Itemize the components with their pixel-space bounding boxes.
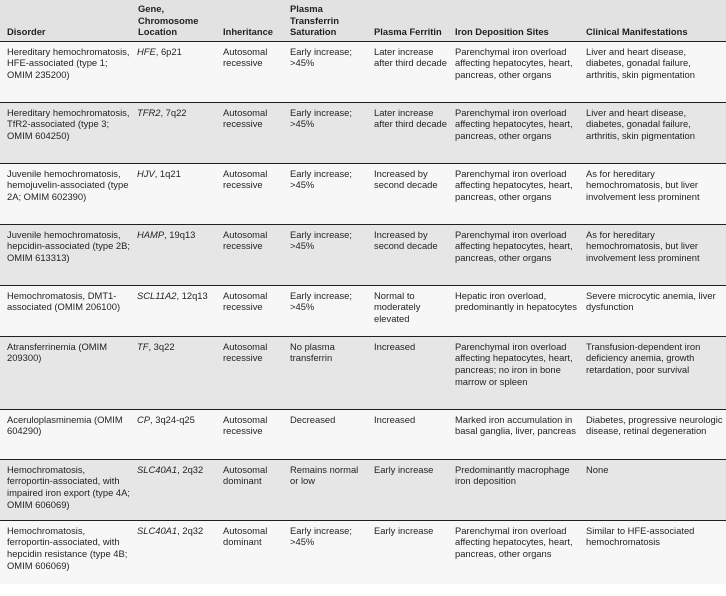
- cell-gene: [131, 224, 216, 285]
- cell-ferritin: Increased by second decade: [374, 228, 438, 252]
- header-row: [0, 0, 726, 41]
- header-gene: Gene, Chromosome Location: [138, 3, 199, 38]
- cell-deposition: Parenchymal iron overload affecting hepatocytes, heart, pancreas, other organs: [455, 106, 573, 141]
- table-row: [0, 41, 726, 102]
- gene-location: , 3q22: [148, 340, 175, 352]
- cell-transferrin: Decreased: [290, 413, 336, 425]
- cell-inheritance: Autosomal recessive: [223, 45, 268, 69]
- table-row: [0, 163, 726, 224]
- cell-gene: [131, 336, 216, 409]
- header-ferritin: Plasma Ferritin: [374, 26, 442, 38]
- cell-gene: [131, 459, 216, 520]
- gene-symbol: SLC40A1: [137, 524, 178, 536]
- gene-symbol: SCL11A2: [137, 289, 177, 301]
- gene-location: , 19q13: [164, 228, 196, 240]
- cell-disorder: Atransferrinemia (OMIM 209300): [7, 340, 108, 364]
- cell-inheritance: Autosomal recessive: [223, 167, 268, 191]
- cell-clinical: As for hereditary hemochromatosis, but liver involvement less prominent: [586, 167, 700, 202]
- cell-disorder: Juvenile hemochromatosis, hepcidin-associated (type 2B; OMIM 613313): [7, 228, 130, 263]
- cell-inheritance: Autosomal dominant: [223, 524, 268, 548]
- gene-location: , 6p21: [155, 45, 182, 57]
- cell-gene: [131, 409, 216, 459]
- gene-location: , 1q21: [154, 167, 181, 179]
- cell-ferritin: Increased: [374, 413, 416, 425]
- cell-transferrin: Early increase; >45%: [290, 289, 353, 313]
- cell-transferrin: Early increase; >45%: [290, 45, 353, 69]
- header-transferrin: Plasma Transferrin Saturation: [290, 3, 339, 38]
- cell-gene: [131, 102, 216, 163]
- gene-symbol: HJV: [137, 167, 155, 179]
- gene-location: , 12q13: [176, 289, 208, 301]
- cell-deposition: Parenchymal iron overload affecting hepatocytes, heart, pancreas, other organs: [455, 524, 573, 559]
- cell-disorder: Juvenile hemochromatosis, hemojuvelin-associated (type 2A; OMIM 602390): [7, 167, 129, 202]
- cell-disorder: Aceruloplasminemia (OMIM 604290): [7, 413, 123, 437]
- gene-location: , 7q22: [160, 106, 187, 118]
- cell-disorder: Hemochromatosis, ferroportin-associated, with impaired iron export (type 4A; OMIM 606069): [7, 463, 130, 510]
- cell-gene: [131, 520, 216, 584]
- cell-deposition: Marked iron accumulation in basal ganglia, liver, pancreas: [455, 413, 576, 437]
- cell-ferritin: Later increase after third decade: [374, 45, 447, 69]
- cell-clinical: Similar to HFE-associated hemochromatosis: [586, 524, 695, 548]
- header-clinical: Clinical Manifestations: [586, 26, 688, 38]
- gene-symbol: HAMP: [137, 228, 165, 240]
- cell-transferrin: Early increase; >45%: [290, 524, 353, 548]
- cell-clinical: Transfusion-dependent iron deficiency anemia, growth retardation, poor survival: [586, 340, 701, 375]
- gene-symbol: SLC40A1: [137, 463, 178, 475]
- cell-inheritance: Autosomal recessive: [223, 413, 268, 437]
- cell-transferrin: Remains normal or low: [290, 463, 359, 487]
- table-row: [0, 459, 726, 520]
- cell-inheritance: Autosomal recessive: [223, 340, 268, 364]
- table-row: [0, 336, 726, 409]
- cell-disorder: Hemochromatosis, ferroportin-associated, with hepcidin resistance (type 4B; OMIM 606069): [7, 524, 128, 571]
- cell-clinical: Liver and heart disease, diabetes, gonadal failure, arthritis, skin pigmentation: [586, 106, 695, 141]
- table-row: [0, 102, 726, 163]
- cell-inheritance: Autosomal recessive: [223, 106, 268, 130]
- gene-symbol: TF: [137, 340, 149, 352]
- gene-location: , 2q32: [177, 524, 204, 536]
- cell-ferritin: Increased by second decade: [374, 167, 438, 191]
- cell-transferrin: Early increase; >45%: [290, 167, 353, 191]
- cell-clinical: Liver and heart disease, diabetes, gonadal failure, arthritis, skin pigmentation: [586, 45, 695, 80]
- cell-clinical: None: [586, 463, 609, 475]
- table-row: [0, 224, 726, 285]
- cell-disorder: Hereditary hemochromatosis, HFE-associated (type 1; OMIM 235200): [7, 45, 130, 80]
- cell-transferrin: No plasma transferrin: [290, 340, 335, 364]
- cell-disorder: Hereditary hemochromatosis, TfR2-associated (type 3; OMIM 604250): [7, 106, 130, 141]
- cell-deposition: Parenchymal iron overload affecting hepatocytes, heart, pancreas, other organs: [455, 167, 573, 202]
- cell-clinical: As for hereditary hemochromatosis, but liver involvement less prominent: [586, 228, 700, 263]
- cell-ferritin: Increased: [374, 340, 416, 352]
- cell-deposition: Parenchymal iron overload affecting hepatocytes, heart, pancreas, other organs: [455, 228, 573, 263]
- cell-ferritin: Early increase: [374, 524, 434, 536]
- cell-ferritin: Normal to moderately elevated: [374, 289, 421, 324]
- table-row: [0, 520, 726, 584]
- gene-symbol: CP: [137, 413, 151, 425]
- header-deposition: Iron Deposition Sites: [455, 26, 549, 38]
- table-row: [0, 409, 726, 459]
- cell-deposition: Predominantly macrophage iron deposition: [455, 463, 570, 487]
- cell-transferrin: Early increase; >45%: [290, 106, 353, 130]
- cell-inheritance: Autosomal recessive: [223, 228, 268, 252]
- cell-inheritance: Autosomal dominant: [223, 463, 268, 487]
- cell-clinical: Severe microcytic anemia, liver dysfunction: [586, 289, 716, 313]
- cell-clinical: Diabetes, progressive neurologic disease, retinal degeneration: [586, 413, 723, 437]
- header-disorder: Disorder: [7, 26, 46, 38]
- cell-deposition: Hepatic iron overload, predominantly in hepatocytes: [455, 289, 577, 313]
- gene-location: , 2q32: [177, 463, 204, 475]
- cell-disorder: Hemochromatosis, DMT1-associated (OMIM 206100): [7, 289, 121, 313]
- cell-gene: [131, 285, 216, 336]
- gene-symbol: TFR2: [137, 106, 161, 118]
- cell-deposition: Parenchymal iron overload affecting hepatocytes, heart, pancreas, other organs: [455, 45, 573, 80]
- header-inheritance: Inheritance: [223, 26, 274, 38]
- cell-gene: [131, 163, 216, 224]
- cell-inheritance: Autosomal recessive: [223, 289, 268, 313]
- cell-gene: [131, 41, 216, 102]
- cell-transferrin: Early increase; >45%: [290, 228, 353, 252]
- gene-location: , 3q24-q25: [150, 413, 195, 425]
- gene-symbol: HFE: [137, 45, 156, 57]
- cell-deposition: Parenchymal iron overload affecting hepatocytes, heart, pancreas; no iron in bone marrow or spleen: [455, 340, 573, 387]
- cell-ferritin: Early increase: [374, 463, 434, 475]
- cell-ferritin: Later increase after third decade: [374, 106, 447, 130]
- table-row: [0, 285, 726, 336]
